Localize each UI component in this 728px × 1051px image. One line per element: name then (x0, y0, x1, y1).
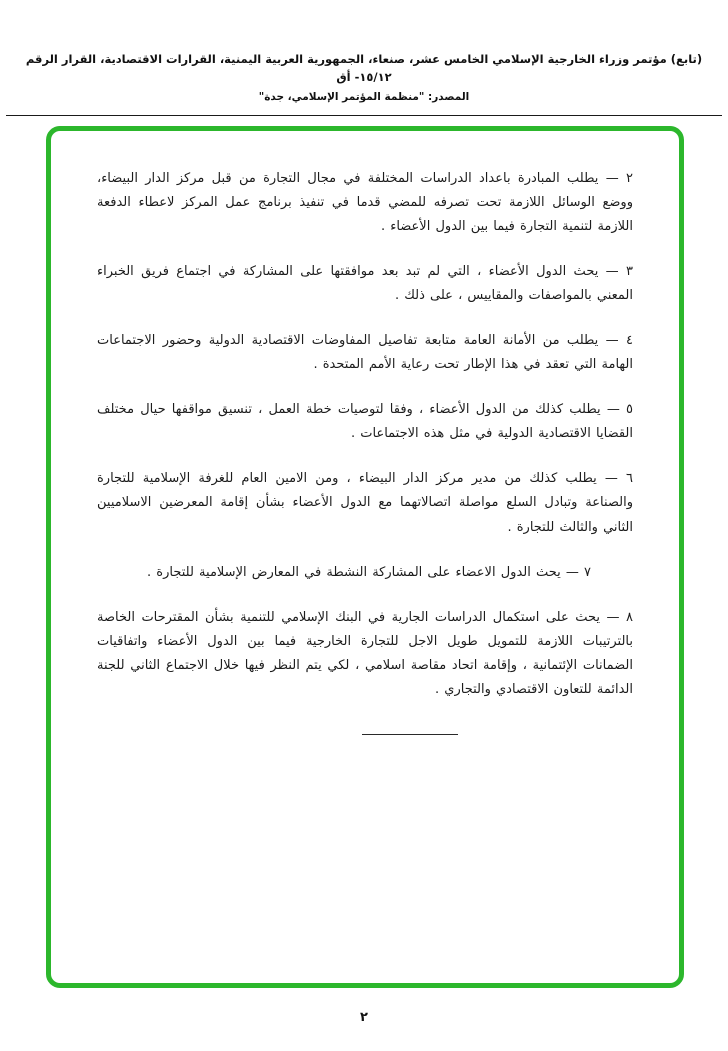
item-text: يطلب كذلك من مدير مركز الدار البيضاء ، ومن الامين العام للغرفة الإسلامية للتجارة والصناعة وتبادل السلع مواصلة اتصالاتهما مع الدول الأعضاء بشأن إقامة المعرضين الاسلاميين الثاني والثالث للتجارة . (97, 471, 633, 535)
header-title: (تابع) مؤتمر وزراء الخارجية الإسلامي الخامس عشر، صنعاء، الجمهورية العربية اليمنية، القرارات الاقتصادية، القرار الرقم ١٥/١٢- أق (25, 52, 703, 85)
resolution-item (97, 329, 633, 377)
item-text: يطلب المبادرة باعداد الدراسات المختلفة في مجال التجارة من قبل مركز الدار البيضاء، ووضع الوسائل اللازمة تحت تصرفه للمضي قدما في تنفيذ برنامج عمل المركز لاعطاء الدفعة اللازمة لتنمية التجارة فيما بين الدول الأعضاء . (97, 171, 633, 235)
resolution-item (97, 260, 633, 308)
item-text: يطلب من الأمانة العامة متابعة تفاصيل المفاوضات الاقتصادية الدولية وحضور الاجتماعات الهامة التي تعقد في هذا الإطار تحت رعاية الأمم المتحدة . (97, 333, 633, 373)
header-source: المصدر: "منظمة المؤتمر الإسلامي، جدة" (258, 90, 470, 103)
item-text: يطلب كذلك من الدول الأعضاء ، وفقا لتوصيات خطة العمل ، تنسيق مواقفها حيال مختلف القضايا الاقتصادية الدولية في مثل هذه الاجتماعات . (97, 402, 633, 442)
item-text: يحث على استكمال الدراسات الجارية في البنك الإسلامي للتنمية بشأن المقترحات الخاصة بالترتيبات اللازمة للتمويل طويل الاجل للتجارة الخارجية فيما بين الدول الأعضاء واتفاقيات الضمانات الإئتمانية ، وإقامة اتحاد مقاصة اسلامي ، لكي يتم النظر فيها خلال الاجتماع الثاني للجنة الدائمة للتعاون الاقتصادي والتجاري . (97, 609, 633, 697)
item-number: ٥ — (600, 402, 634, 418)
resolution-item (97, 467, 633, 539)
resolution-item (97, 167, 633, 239)
item-number: ٤ — (598, 333, 634, 349)
scanned-content-box (46, 126, 684, 988)
resolution-item (97, 561, 633, 585)
item-number: ٨ — (600, 609, 633, 625)
end-divider (362, 734, 458, 735)
page-number: ٢ (360, 1010, 368, 1025)
item-text: يحث الدول الأعضاء ، التي لم تبد بعد موافقتها على المشاركة في اجتماع فريق الخبراء المعني بالمواصفات والمقاييس ، على ذلك . (97, 264, 633, 304)
item-number: ٧ — (560, 564, 591, 580)
item-number: ٢ — (598, 171, 634, 186)
item-number: ٣ — (598, 264, 633, 280)
resolution-item (97, 398, 633, 446)
resolution-item (97, 606, 633, 702)
item-number: ٦ — (596, 471, 633, 487)
document-header (0, 0, 728, 116)
header-divider (6, 115, 722, 116)
item-text: يحث الدول الاعضاء على المشاركة النشطة في المعارض الإسلامية للتجارة . (147, 564, 561, 580)
resolution-list (51, 131, 679, 702)
